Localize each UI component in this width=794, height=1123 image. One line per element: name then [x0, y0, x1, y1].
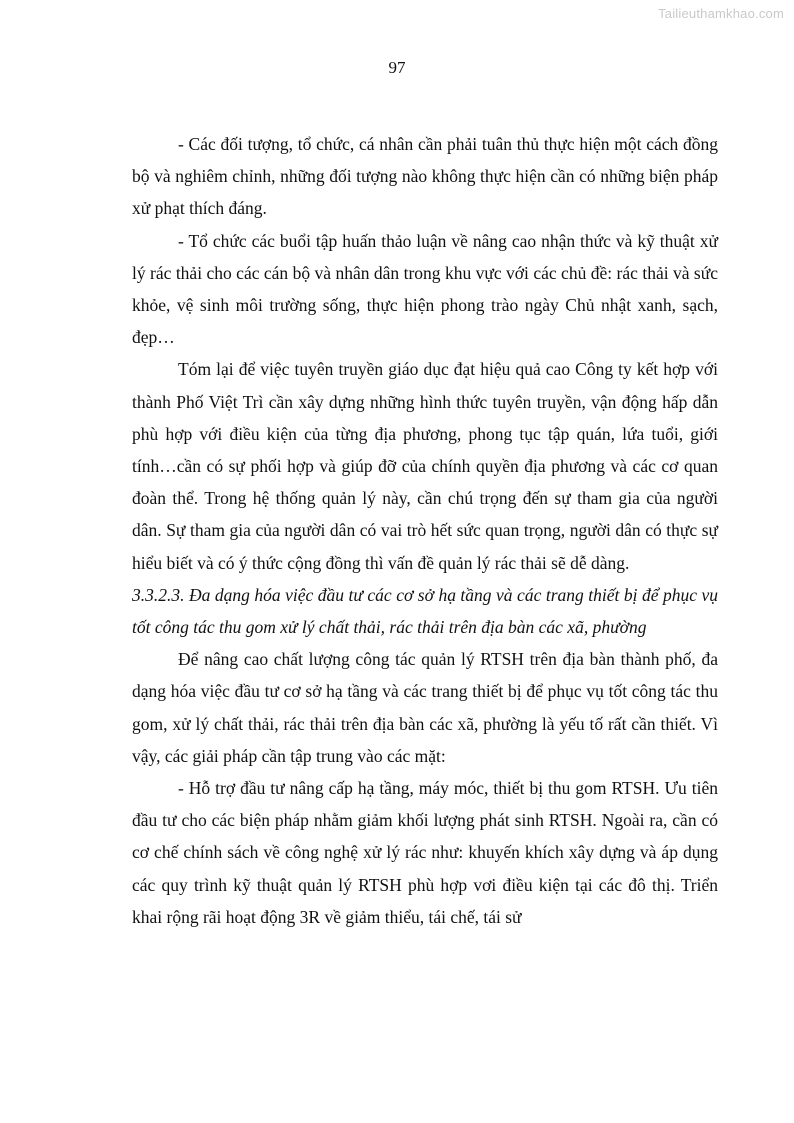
paragraph: - Hỗ trợ đầu tư nâng cấp hạ tầng, máy móc, thiết bị thu gom RTSH. Ưu tiên đầu tư cho các biện pháp nhằm giảm khối lượng phát sinh RTSH. Ngoài ra, cần có cơ chế chính sách về công nghệ xử lý rác như: khuyến khích xây dựng và áp dụng các quy trình kỹ thuật quản lý RTSH phù hợp vơi điều kiện tại các đô thị. Triển khai rộng rãi hoạt động 3R về giảm thiểu, tái chế, tái sử — [132, 778, 718, 927]
page-number: 97 — [388, 58, 406, 77]
section-heading: 3.3.2.3. Đa dạng hóa việc đầu tư các cơ sở hạ tầng và các trang thiết bị để phục vụ tốt công tác thu gom xử lý chất thải, rác thải trên địa bàn các xã, phường — [132, 584, 718, 638]
watermark-text: Tailieuthamkhao.com — [658, 6, 784, 21]
document-body — [132, 128, 718, 933]
paragraph: - Tổ chức các buổi tập huấn thảo luận về nâng cao nhận thức và kỹ thuật xử lý rác thải cho các cán bộ và nhân dân trong khu vực với các chủ đề: rác thải và sức khỏe, vệ sinh môi trường sống, thực hiện phong trào ngày Chủ nhật xanh, sạch, đẹp… — [132, 230, 718, 348]
paragraph: Tóm lại để việc tuyên truyền giáo dục đạt hiệu quả cao Công ty kết hợp với thành Phố Việt Trì cần xây dựng những hình thức tuyên truyền, vận động hấp dẫn phù hợp với điều kiện của từng địa phương, phong tục tập quán, lứa tuổi, giới tính…cần có sự phối hợp và giúp đỡ của chính quyền địa phương và các cơ quan đoàn thể. Trong hệ thống quản lý này, cần chú trọng đến sự tham gia của người dân. Sự tham gia của người dân có vai trò hết sức quan trọng, người dân có thực sự hiểu biết và có ý thức cộng đồng thì vấn đề quản lý rác thải sẽ dễ dàng. — [132, 359, 718, 573]
paragraph: - Các đối tượng, tổ chức, cá nhân cần phải tuân thủ thực hiện một cách đồng bộ và nghiêm chỉnh, những đối tượng nào không thực hiện cần có những biện pháp xử phạt thích đáng. — [132, 134, 718, 219]
paragraph: Để nâng cao chất lượng công tác quản lý RTSH trên địa bàn thành phố, đa dạng hóa việc đầu tư cơ sở hạ tầng và các trang thiết bị để phục vụ tốt công tác thu gom, xử lý chất thải, rác thải trên địa bàn các xã, phường là yếu tố rất cần thiết. Vì vậy, các giải pháp cần tập trung vào các mặt: — [132, 649, 718, 766]
